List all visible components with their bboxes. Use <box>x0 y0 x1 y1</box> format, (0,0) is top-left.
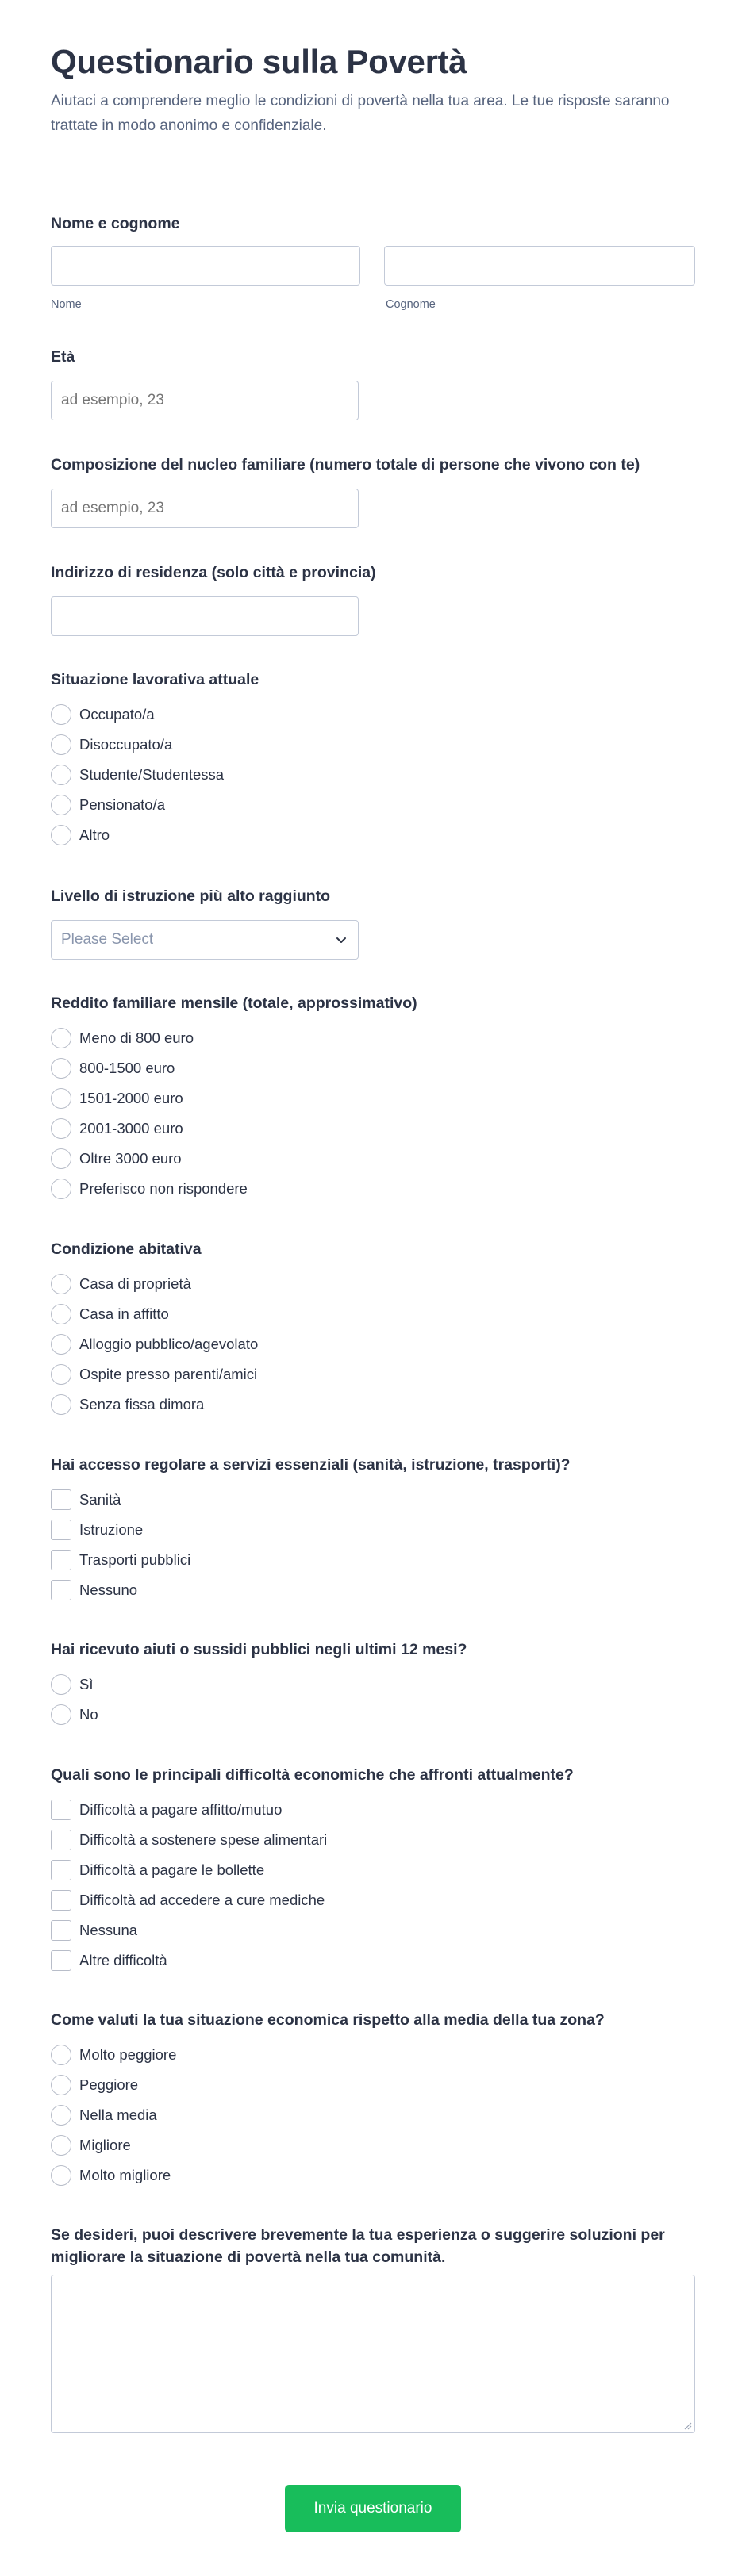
radio-button[interactable] <box>51 765 71 785</box>
checkbox[interactable] <box>51 1520 71 1540</box>
services-label: Hai accesso regolare a servizi essenziali (sanità, istruzione, trasporti)? <box>51 1456 571 1474</box>
radio-button[interactable] <box>51 1028 71 1048</box>
radio-button[interactable] <box>51 1704 71 1725</box>
address-input[interactable] <box>51 596 359 636</box>
radio-button[interactable] <box>51 795 71 815</box>
comparison-field <box>51 2009 695 2183</box>
comments-label: Se desideri, puoi descrivere brevemente la tua esperienza o suggerire soluzioni per migliorare la situazione di povertà nella tua comunità. <box>51 2226 665 2266</box>
aid-label: Hai ricevuto aiuti o sussidi pubblici negli ultimi 12 mesi? <box>51 1641 467 1658</box>
last-name-input[interactable] <box>384 246 695 286</box>
form-header <box>0 0 738 174</box>
comparison-option[interactable]: Molto migliore <box>51 2164 171 2187</box>
radio-button[interactable] <box>51 1058 71 1079</box>
services-option[interactable]: Trasporti pubblici <box>51 1548 190 1572</box>
education-label: Livello di istruzione più alto raggiunto <box>51 887 331 905</box>
housing-option[interactable]: Ospite presso parenti/amici <box>51 1363 257 1386</box>
employment-field <box>51 669 695 843</box>
resize-handle-icon[interactable] <box>682 2421 692 2430</box>
comparison-option[interactable]: Nella media <box>51 2103 157 2127</box>
radio-button[interactable] <box>51 704 71 725</box>
comparison-option[interactable]: Migliore <box>51 2133 131 2157</box>
education-select[interactable] <box>51 920 359 960</box>
housing-option[interactable]: Casa in affitto <box>51 1302 169 1326</box>
checkbox[interactable] <box>51 1920 71 1941</box>
housing-option[interactable]: Alloggio pubblico/agevolato <box>51 1332 258 1356</box>
income-option[interactable]: 2001-3000 euro <box>51 1117 183 1140</box>
checkbox[interactable] <box>51 1580 71 1600</box>
checkbox[interactable] <box>51 1550 71 1570</box>
first-name-sublabel: Nome <box>51 298 82 311</box>
radio-button[interactable] <box>51 1118 71 1139</box>
radio-button[interactable] <box>51 1274 71 1294</box>
income-option[interactable]: Preferisco non rispondere <box>51 1177 248 1201</box>
services-field <box>51 1454 695 1598</box>
checkbox[interactable] <box>51 1890 71 1911</box>
services-option[interactable]: Sanità <box>51 1488 121 1512</box>
services-option[interactable]: Nessuno <box>51 1578 137 1602</box>
services-option[interactable]: Istruzione <box>51 1518 143 1542</box>
first-name-input[interactable] <box>51 246 360 286</box>
radio-button[interactable] <box>51 1674 71 1695</box>
checkbox[interactable] <box>51 1830 71 1850</box>
address-label: Indirizzo di residenza (solo città e provincia) <box>51 564 376 581</box>
checkbox[interactable] <box>51 1800 71 1820</box>
employment-option[interactable]: Pensionato/a <box>51 793 165 817</box>
comments-field <box>51 2224 695 2268</box>
radio-button[interactable] <box>51 2075 71 2095</box>
income-option[interactable]: 1501-2000 euro <box>51 1087 183 1110</box>
radio-button[interactable] <box>51 2165 71 2186</box>
employment-option[interactable]: Disoccupato/a <box>51 733 172 757</box>
age-label: Età <box>51 348 75 366</box>
radio-button[interactable] <box>51 1364 71 1385</box>
income-option[interactable]: 800-1500 euro <box>51 1056 175 1080</box>
submit-button[interactable]: Invia questionario <box>285 2485 461 2532</box>
checkbox[interactable] <box>51 1489 71 1510</box>
age-input[interactable] <box>51 381 359 420</box>
income-field <box>51 992 695 1197</box>
housing-option[interactable]: Casa di proprietà <box>51 1272 191 1296</box>
difficulties-option[interactable]: Nessuna <box>51 1919 137 1942</box>
difficulties-option[interactable]: Difficoltà a pagare le bollette <box>51 1858 264 1882</box>
address-field <box>51 562 695 584</box>
difficulties-option[interactable]: Altre difficoltà <box>51 1949 167 1972</box>
comments-textarea[interactable] <box>51 2275 695 2433</box>
housing-label: Condizione abitativa <box>51 1240 202 1258</box>
comparison-label: Come valuti la tua situazione economica rispetto alla media della tua zona? <box>51 2011 605 2029</box>
housing-field <box>51 1238 695 1413</box>
checkbox[interactable] <box>51 1860 71 1880</box>
income-label: Reddito familiare mensile (totale, approssimativo) <box>51 995 417 1012</box>
form-title: Questionario sulla Povertà <box>51 43 467 80</box>
name-field <box>51 213 695 311</box>
last-name-sublabel: Cognome <box>386 298 436 311</box>
difficulties-option[interactable]: Difficoltà ad accedere a cure mediche <box>51 1888 325 1912</box>
chevron-down-icon <box>334 933 348 947</box>
radio-button[interactable] <box>51 1304 71 1324</box>
aid-field <box>51 1639 695 1723</box>
radio-button[interactable] <box>51 1088 71 1109</box>
employment-option[interactable]: Studente/Studentessa <box>51 763 224 787</box>
housing-option[interactable]: Senza fissa dimora <box>51 1393 204 1416</box>
comparison-option[interactable]: Molto peggiore <box>51 2043 176 2067</box>
radio-button[interactable] <box>51 1179 71 1199</box>
aid-option[interactable]: Sì <box>51 1673 93 1696</box>
radio-button[interactable] <box>51 1334 71 1355</box>
employment-option[interactable]: Altro <box>51 823 110 847</box>
radio-button[interactable] <box>51 1148 71 1169</box>
employment-option[interactable]: Occupato/a <box>51 703 155 726</box>
age-field <box>51 346 695 368</box>
name-label: Nome e cognome <box>51 215 180 232</box>
household-input[interactable] <box>51 489 359 528</box>
income-option[interactable]: Meno di 800 euro <box>51 1026 194 1050</box>
radio-button[interactable] <box>51 734 71 755</box>
comparison-option[interactable]: Peggiore <box>51 2073 138 2097</box>
employment-label: Situazione lavorativa attuale <box>51 671 259 688</box>
radio-button[interactable] <box>51 2105 71 2126</box>
difficulties-option[interactable]: Difficoltà a sostenere spese alimentari <box>51 1828 327 1852</box>
aid-option[interactable]: No <box>51 1703 98 1727</box>
difficulties-option[interactable]: Difficoltà a pagare affitto/mutuo <box>51 1798 282 1822</box>
education-selected-value: Please Select <box>61 931 154 948</box>
household-label: Composizione del nucleo familiare (numero totale di persone che vivono con te) <box>51 456 640 473</box>
difficulties-field <box>51 1764 695 1968</box>
radio-button[interactable] <box>51 825 71 845</box>
difficulties-label: Quali sono le principali difficoltà economiche che affronti attualmente? <box>51 1766 574 1784</box>
form-description: Aiutaci a comprendere meglio le condizioni di povertà nella tua area. Le tue risposte saranno trattate in modo anonimo e confidenziale. <box>51 93 670 134</box>
radio-button[interactable] <box>51 2045 71 2065</box>
household-field <box>51 454 695 476</box>
checkbox[interactable] <box>51 1950 71 1971</box>
radio-button[interactable] <box>51 2135 71 2156</box>
radio-button[interactable] <box>51 1394 71 1415</box>
income-option[interactable]: Oltre 3000 euro <box>51 1147 182 1171</box>
education-field <box>51 885 695 948</box>
